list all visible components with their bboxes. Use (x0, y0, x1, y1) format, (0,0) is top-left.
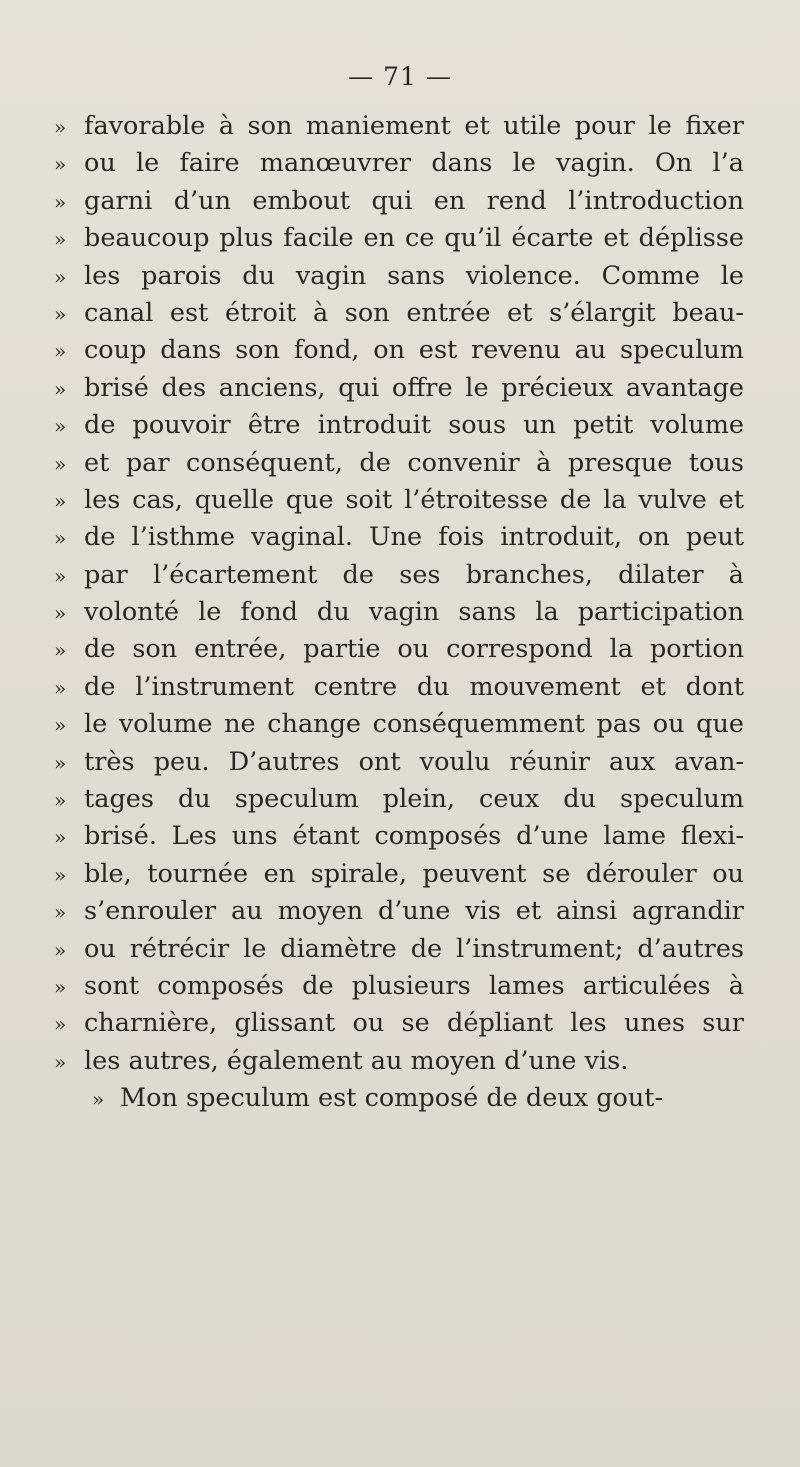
line-text: ou le faire manœuvrer dans le vagin. On l’a (84, 148, 744, 179)
line-text: volonté le fond du vagin sans la participation (84, 597, 744, 628)
text-line (54, 183, 744, 220)
text-line (54, 370, 744, 407)
line-text: les autres, également au moyen d’une vis. (84, 1045, 629, 1076)
line-text: les cas, quelle que soit l’étroitesse de la vulve et (84, 484, 744, 515)
line-text: de l’isthme vaginal. Une fois introduit, on peut (84, 522, 744, 553)
quote-mark: » (54, 376, 67, 401)
line-text: favorable à son maniement et utile pour le fixer (84, 111, 744, 141)
text-line (54, 818, 744, 855)
text-line (54, 594, 744, 631)
line-text: les parois du vagin sans violence. Comme le (84, 260, 744, 291)
quote-mark: » (54, 488, 67, 513)
quote-mark: » (54, 526, 67, 551)
quote-mark: » (54, 750, 67, 775)
line-text: de son entrée, partie ou correspond la portion (84, 634, 744, 665)
line-text: brisé. Les uns étant composés d’une lame flexi- (84, 821, 744, 852)
line-text: coup dans son fond, on est revenu au speculum (84, 335, 744, 366)
text-line (54, 669, 744, 706)
quote-mark: » (54, 264, 67, 289)
quote-mark: » (54, 1012, 67, 1037)
text-line (54, 744, 744, 781)
text-line (54, 706, 744, 743)
text-line (54, 1043, 744, 1080)
line-text: le volume ne change conséquemment pas ou que (84, 709, 744, 740)
text-line (54, 407, 744, 444)
text-line (54, 856, 744, 893)
line-text: ble, tournée en spirale, peuvent se dérouler ou (84, 858, 744, 889)
line-text: sont composés de plusieurs lames articulées à (84, 970, 744, 1001)
quote-mark: » (54, 675, 67, 700)
quote-mark: » (54, 339, 67, 364)
quote-mark: » (54, 189, 67, 214)
line-text: brisé des anciens, qui offre le précieux avantage (84, 372, 744, 403)
line-text: ou rétrécir le diamètre de l’instrument; d’autres (84, 933, 744, 964)
quote-mark: » (54, 152, 67, 177)
quote-mark: » (54, 115, 67, 139)
quote-mark: » (54, 638, 67, 663)
text-line (54, 968, 744, 1005)
text-line (54, 295, 744, 332)
text-line (54, 519, 744, 556)
text-line (54, 781, 744, 818)
quote-mark: » (54, 713, 67, 738)
body-text (54, 108, 744, 1118)
text-line (54, 220, 744, 257)
line-text: très peu. D’autres ont voulu réunir aux avan- (84, 746, 744, 777)
text-line (54, 1005, 744, 1042)
text-line (54, 482, 744, 519)
text-line (54, 145, 744, 182)
quote-mark: » (54, 862, 67, 887)
text-line (54, 1080, 744, 1117)
text-line (54, 931, 744, 968)
text-line (54, 258, 744, 295)
quote-mark: » (54, 451, 67, 476)
quote-mark: » (92, 1087, 105, 1112)
line-text: de l’instrument centre du mouvement et dont (84, 671, 744, 702)
text-line (54, 445, 744, 482)
quote-mark: » (54, 937, 67, 962)
quote-mark: » (54, 900, 67, 925)
line-text: Mon speculum est composé de deux gout- (120, 1083, 664, 1114)
quote-mark: » (54, 1049, 67, 1074)
quote-mark: » (54, 301, 67, 326)
text-line (54, 893, 744, 930)
text-line (54, 108, 744, 145)
quote-mark: » (54, 788, 67, 813)
quote-mark: » (54, 563, 67, 588)
line-text: charnière, glissant ou se dépliant les unes sur (84, 1008, 744, 1039)
quote-mark: » (54, 974, 67, 999)
line-text: s’enrouler au moyen d’une vis et ainsi agrandir (84, 896, 744, 927)
text-line (54, 332, 744, 369)
line-text: et par conséquent, de convenir à presque tous (84, 447, 744, 478)
line-text: tages du speculum plein, ceux du speculum (84, 784, 744, 815)
page-number: — 71 — (348, 62, 452, 91)
line-text: garni d’un embout qui en rend l’introduction (84, 185, 744, 216)
text-line (54, 631, 744, 668)
line-text: de pouvoir être introduit sous un petit volume (84, 410, 744, 441)
quote-mark: » (54, 414, 67, 439)
quote-mark: » (54, 227, 67, 252)
line-text: beaucoup plus facile en ce qu’il écarte et déplisse (84, 223, 744, 254)
text-line (54, 557, 744, 594)
quote-mark: » (54, 601, 67, 626)
line-text: par l’écartement de ses branches, dilater à (84, 559, 744, 590)
quote-mark: » (54, 825, 67, 850)
line-text: canal est étroit à son entrée et s’élargit beau- (84, 297, 744, 328)
